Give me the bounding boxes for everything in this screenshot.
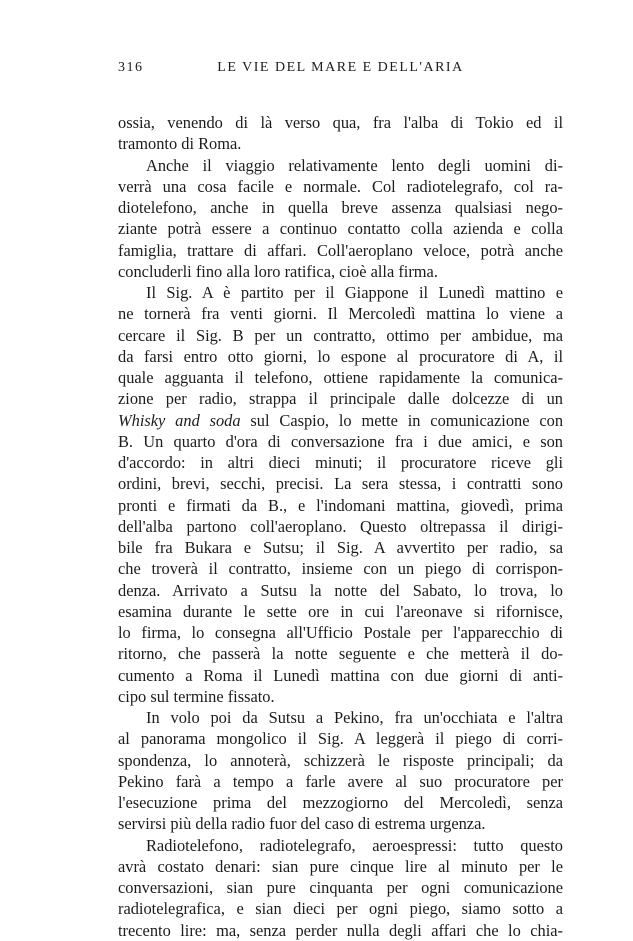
paragraph [118,282,563,707]
text-line: ordini, brevi, secchi, precisi. La sera stessa, i contratti sono [118,474,563,494]
text-line: servirsi più della radio fuor del caso di estrema urgenza. [118,814,486,834]
text-fragment: sul Caspio, lo mette in comunicazione con [240,410,564,430]
text-line: da farsi entro otto giorni, lo espone al procuratore di A, il [118,346,563,366]
text-line: ziante potrà essere a continuo contatto colla azienda e colla [118,219,563,239]
text-line: l'esecuzione prima del mezzogiorno del Mercoledì, senza [118,793,563,812]
text-line: Anche il viaggio relativamente lento degli uomini di- [146,155,563,175]
text-line: trecento lire: ma, senza perder nulla degli affari che lo chia- [118,920,563,940]
text-line: che troverà il contratto, insieme con un piego di corrispon- [118,559,563,579]
text-line: conversazioni, sian pure cinquanta per ogni comunicazione [118,878,563,897]
text-line: denza. Arrivato a Sutsu la notte del Sabato, lo trova, lo [118,580,563,600]
text-line: tramonto di Roma. [118,134,242,154]
italic-phrase: Whisky and soda [118,410,241,430]
text-line: cipo sul termine fissato. [118,686,275,706]
text-line: ritorno, che passerà la notte seguente e che metterà il do- [118,644,563,664]
text-line: verrà una cosa facile e normale. Col radiotelegrafo, col ra- [118,176,563,196]
text-line: famiglia, trattare di affari. Coll'aeroplano veloce, potrà anche [118,240,563,260]
text-line: radiotelegrafica, e sian dieci per ogni piego, siamo sotto a [118,899,563,919]
paragraph [118,707,563,835]
text-line: quale agguanta il telefono, ottiene rapidamente la comunica- [118,368,563,387]
text-line: esamina durante le sette ore in cui l'areonave si rifornisce, [118,601,563,621]
text-line: pronti e firmati da B., e l'indomani mattina, giovedì, prima [118,495,563,515]
page-number: 316 [118,60,144,75]
text-line: concluderli fino alla loro ratifica, cioè alla firma. [118,261,438,281]
text-line: Pekino farà a tempo a farle avere al suo procuratore per [118,771,563,791]
text-line: lo firma, lo consegna all'Ufficio Postale per l'apparecchio di [118,623,563,642]
text-line: zione per radio, strappa il principale dalle dolcezze di un [118,389,563,409]
running-header [118,60,563,82]
text-line: In volo poi da Sutsu a Pekino, fra un'occhiata e l'altra [146,708,563,727]
text-line: diotelefono, anche in quella breve assenza qualsiasi nego- [118,198,563,217]
text-line: bile fra Bukara e Sutsu; il Sig. A avvertito per radio, sa [118,538,563,557]
paragraph [118,155,563,283]
text-line: cumento a Roma il Lunedì mattina con due giorni di anti- [118,665,563,685]
paragraph [118,835,563,941]
text-line: al panorama mongolico il Sig. A leggerà il piego di corri- [118,729,563,749]
text-line: ne tornerà fra venti giorni. Il Mercoledì mattina lo viene a [118,304,563,324]
text-line: spondenza, lo annoterà, schizzerà le risposte principali; da [118,750,563,770]
text-line: cercare il Sig. B per un contratto, ottimo per ambidue, ma [118,325,563,345]
text-line: d'accordo: in altri dieci minuti; il procuratore riceve gli [118,453,563,472]
text-line: Radiotelefono, radiotelegrafo, aeroespressi: tutto questo [146,835,563,855]
text-line-mixed [118,410,563,431]
text-line: Il Sig. A è partito per il Giappone il Lunedì mattino e [146,283,563,302]
text-line: B. Un quarto d'ora di conversazione fra i due amici, e son [118,431,563,451]
text-line: avrà costato denari: sian pure cinque lire al minuto per le [118,856,563,876]
text-line: dell'alba partono coll'aeroplano. Questo oltrepassa il dirigi- [118,516,563,536]
paragraph [118,112,563,155]
text-line: ossia, venendo di là verso qua, fra l'alba di Tokio ed il [118,113,563,132]
body-text [118,112,563,941]
running-title: LE VIE DEL MARE E DELL'ARIA [217,60,464,75]
